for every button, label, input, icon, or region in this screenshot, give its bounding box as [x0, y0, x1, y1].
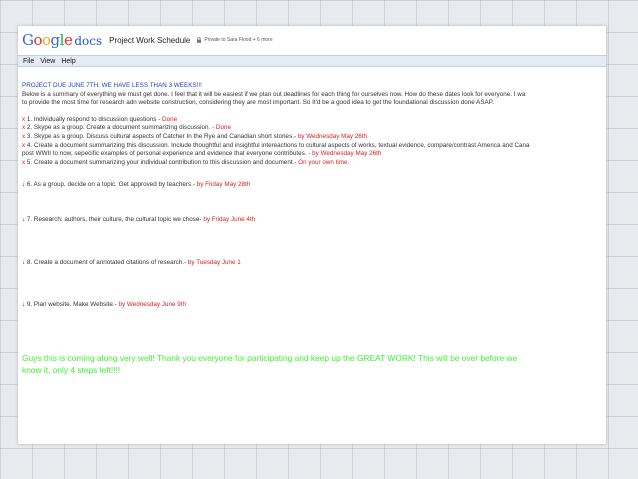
task-text: 9. Plan website. Make Website.-: [26, 301, 117, 309]
x-mark-icon: x: [22, 141, 26, 149]
share-text: Private to Sara Flood + 6 more: [204, 37, 273, 43]
down-arrow-icon: ↓: [22, 215, 26, 223]
task-text: 1. Individually respond to discussion questions: [26, 115, 157, 123]
logo-letter-e: e: [63, 31, 73, 49]
task-text: post WWII to now, sepecific examples of personal experience and evidence that everyone contributes. -: [22, 150, 311, 158]
closing-line-1: Guys this is coming along very well! Thank you everyone for participating and keep up the GREAT WORK! This will be over before we: [22, 352, 518, 363]
task-text: 8. Create a document of annotated citations of research.-: [26, 258, 187, 266]
task-4-continued: [22, 150, 606, 159]
logo-letter-g: G: [22, 31, 34, 49]
google-docs-logo[interactable]: [22, 31, 102, 49]
task-due: by Wednesday May 26th: [297, 132, 368, 140]
task-8: [22, 259, 606, 268]
task-due: by Friday May 28th: [196, 181, 251, 189]
task-due: by Friday June 4th: [203, 215, 256, 223]
down-arrow-icon: ↓: [22, 258, 26, 266]
menu-bar: [18, 55, 606, 67]
lock-icon: [196, 37, 202, 43]
logo-letter-l: l: [59, 31, 64, 49]
sharing-status[interactable]: [196, 37, 272, 43]
menu-view[interactable]: View: [40, 57, 56, 65]
task-6: [22, 181, 606, 190]
task-due: by Tuesday June 1: [187, 258, 241, 266]
menu-file[interactable]: File: [23, 57, 35, 65]
x-mark-icon: x: [22, 158, 26, 166]
document-body[interactable]: [22, 82, 606, 376]
header-bar: [18, 26, 606, 54]
logo-docs: docs: [74, 34, 103, 48]
task-text: 5. Create a document summarizing your individual contribution to this discussion and document.-: [26, 158, 297, 166]
task-due: On your own time.: [298, 158, 350, 166]
x-mark-icon: x: [22, 115, 26, 123]
task-text: 2. Skype as a group. Create a document summarizing discussion.: [26, 124, 211, 132]
logo-letter-o2: o: [42, 31, 51, 49]
due-line: PROJECT DUE JUNE 7TH. WE HAVE LESS THAN 3 WEEKS!!!: [22, 82, 202, 89]
task-due: by Wednesday June 9th: [118, 301, 186, 309]
task-text: 7. Research: authors, their culture, the cultural topic we chose-: [26, 215, 202, 223]
closing-line-2: know it, only 4 steps left!!!!: [22, 364, 121, 375]
down-arrow-icon: ↓: [22, 181, 26, 189]
task-due: - Done: [158, 115, 178, 123]
task-due: by Wednesday May 26th: [312, 150, 382, 158]
x-mark-icon: x: [22, 124, 26, 132]
logo-google: [22, 31, 72, 49]
logo-letter-o1: o: [33, 31, 43, 49]
task-7: [22, 216, 606, 225]
task-due: - Done: [212, 124, 231, 132]
task-9: [22, 301, 606, 310]
x-mark-icon: x: [22, 132, 26, 140]
task-5: [22, 159, 606, 168]
down-arrow-icon: ↓: [22, 301, 26, 309]
logo-letter-g2: g: [50, 31, 60, 49]
task-text: 6. As a group, decide on a topic. Get approved by teachers.-: [26, 181, 195, 189]
task-2: [22, 124, 606, 133]
document-window: [18, 26, 606, 444]
document-title[interactable]: Project Work Schedule: [109, 35, 191, 45]
task-text: 3. Skype as a group. Discuss cultural aspects of Catcher In the Rye and Canadian short stories.-: [26, 132, 297, 140]
task-4: [22, 142, 606, 151]
task-text: 4. Create a document summarizing this discussion. Include thoughtful and insightful intereactions to cultural aspects of works, textual evidence, compare/contrast America and Cana: [26, 141, 530, 149]
intro-line-1: Below is a summary of everything we must get done. I feel that it will be easiest if we plan out deadlines for each thing for ourselves now. How do these dates look for everyone. I wa: [22, 90, 526, 98]
intro-line-2: to provide the most time for research adn website construction, considering they are most important. So It'd be a good idea to get the foundational discussion done ASAP.: [22, 99, 494, 107]
task-3: [22, 133, 606, 142]
menu-help[interactable]: Help: [61, 57, 76, 65]
task-1: [22, 116, 606, 125]
